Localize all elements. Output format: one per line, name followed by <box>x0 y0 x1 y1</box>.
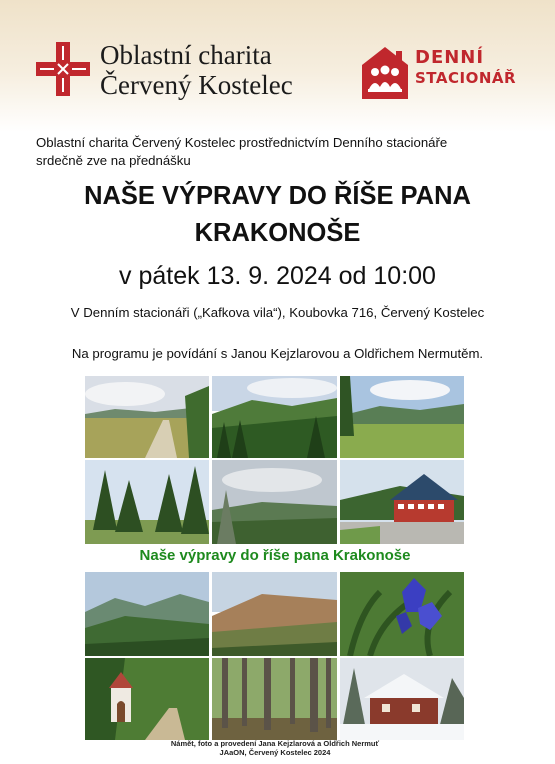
photo-chapel <box>85 658 209 740</box>
collage-title: Naše výpravy do říše pana Krakonoše <box>139 547 411 564</box>
org-name-line1: Oblastní charita <box>100 40 272 70</box>
credit-line1: Námět, foto a provedení Jana Kejzlarová a Oldřich Nermuť <box>170 739 380 748</box>
caritas-cross-logo <box>36 42 90 96</box>
credit-line2: JAaON, Červený Kostelec 2024 <box>219 748 331 757</box>
intro-text <box>36 134 536 170</box>
organization-name <box>100 40 293 100</box>
title-line2: KRAKONOŠE <box>194 219 361 247</box>
photo-snowy-cabin <box>340 658 464 740</box>
photo-beech-forest <box>212 658 337 740</box>
photo-valley-panorama <box>85 572 209 656</box>
event-date: v pátek 13. 9. 2024 od 10:00 <box>119 262 436 290</box>
org-name-line2: Červený Kostelec <box>100 70 293 100</box>
title-line1: NAŠE VÝPRAVY DO ŘÍŠE PANA <box>84 182 471 210</box>
day-center-house-logo <box>360 45 410 101</box>
day-center-wordmark <box>415 48 516 88</box>
event-program: Na programu je povídání s Janou Kejzlarovou a Oldřichem Nermutěm. <box>71 346 484 361</box>
photo-spruce-trees <box>85 460 209 544</box>
photo-ridge-view <box>212 460 337 544</box>
photo-mountain-meadow <box>340 376 464 458</box>
ds-wordmark-line2: STACIONÁŘ <box>415 69 517 87</box>
photo-credit <box>85 739 465 757</box>
ds-wordmark-line1: DENNÍ <box>415 47 485 68</box>
photo-mountain-chalet <box>340 460 464 544</box>
photo-gentian-flowers <box>340 572 464 656</box>
intro-line1: Oblastní charita Červený Kostelec prostřednictvím Denního stacionáře <box>36 135 448 150</box>
photo-bare-summit <box>212 572 337 656</box>
photo-meadow-path <box>85 376 209 458</box>
intro-line2: srdečně zve na přednášku <box>36 153 191 168</box>
event-place: V Denním stacionáři („Kafkova vila“), Koubovka 716, Červený Kostelec <box>70 305 485 320</box>
lecture-title <box>0 178 555 252</box>
photo-forest-valley <box>212 376 337 458</box>
